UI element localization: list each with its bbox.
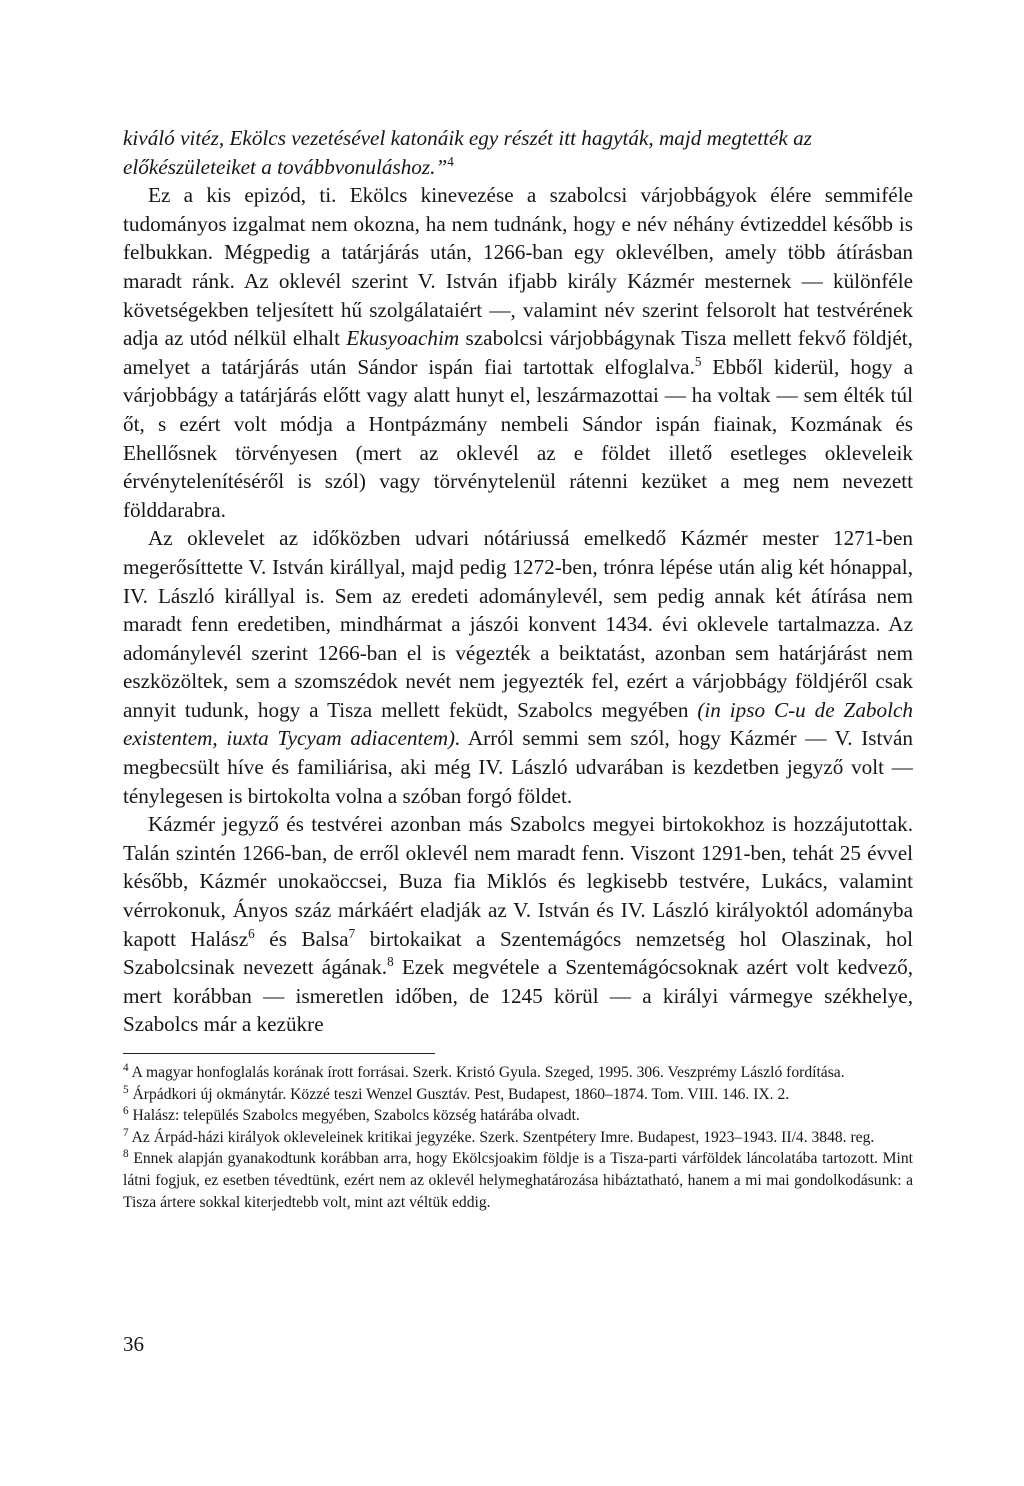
footnote-ref-6: 6 [248,925,255,941]
footnote-separator [123,1053,435,1054]
paragraph-3-text-d: Ezek megvétele a Szentemágócsoknak azért volt kedvező, mert korábban — ismeretlen időben, de 1245 körül — a királyi vármegye székhelye, Szabolcs már a kezükre [123,955,913,1037]
footnote-ref-7: 7 [348,925,356,941]
quote-close: ” [435,154,448,179]
main-text [123,124,913,1039]
footnotes [123,1062,913,1213]
paragraph-2 [123,524,913,810]
quote-line-2: előkészületeiket a továbbvonuláshoz. [123,154,436,179]
footnote-text: Halász: település Szabolcs megyében, Szabolcs község határába olvadt. [132,1107,580,1125]
footnote-text: Árpádkori új okmánytár. Közzé teszi Wenzel Gusztáv. Pest, Budapest, 1860–1874. Tom. VIII. 146. IX. 2. [132,1085,790,1103]
paragraph-1-italic-name: Ekusyoachim [346,326,460,351]
footnote-5 [123,1084,913,1106]
footnote-4 [123,1062,913,1084]
footnote-8 [123,1148,913,1213]
footnote-ref-8: 8 [387,954,394,970]
paragraph-3 [123,810,913,1039]
paragraph-2-text-b: Arról semmi sem szól, hogy Kázmér — V. István megbecsült híve és familiárisa, aki még IV. László udvarában is kezdetben jegyző volt — ténylegesen is birtokolta volna a szóban forgó földet. [123,726,913,808]
footnote-7 [123,1127,913,1149]
footnote-6 [123,1105,913,1127]
page-number: 36 [123,1332,144,1356]
footnote-number: 5 [123,1083,129,1096]
paragraph-3-text-c: birtokaikat a Szentemágócs nemzetség hol Olaszinak, hol Szabolcsinak nevezett ágának. [123,926,914,980]
paragraph-3-text-a: Kázmér jegyző és testvérei azonban más Szabolcs megyei birtokokhoz is hozzájutottak. Talán szintén 1266-ban, de erről oklevél nem maradt fenn. Viszont 1291-ben, tehát 25 évvel később, Kázmér unokaöccsei, Buza fia Miklós és legkisebb testvére, Lukács, valamint vérrokonuk, Ányos száz márkáért eladják az V. István és IV. László királyoktól adományba kapott Halász [123,812,913,951]
paragraph-2-text-a: Az oklevelet az időközben udvari nótáriussá emelkedő Kázmér mester 1271-ben megerősíttette V. István királlyal, majd pedig 1272-ben, trónra lépése után alig két hónappal, IV. László királlyal is. Sem az eredeti adománylevél, sem pedig annak két átírása nem maradt fenn eredetiben, mindhármat a jászói konvent 1434. évi oklevele tartalmazza. Az adománylevél szerint 1266-ban el is végezték a beiktatást, azonban sem határjárást nem eszközöltek, sem a szomszédok nevét nem jegyezték fel, ezért a várjobbágy földjéről csak annyit tudunk, hogy a Tisza mellett feküdt, Szabolcs megyében [123,526,913,722]
footnote-number: 6 [123,1105,129,1117]
paragraph-3-text-b: és Balsa [254,926,349,951]
paragraph-1 [123,181,913,524]
footnote-number: 4 [123,1061,129,1074]
paragraph-2-latin-quote: (in ipso C-u de Zabolch existentem, iuxta Tycyam adiacentem). [123,697,913,751]
footnote-ref-5: 5 [694,353,702,369]
footnote-text: Az Árpád-házi királyok okleveleinek kritikai jegyzéke. Szerk. Szentpétery Imre. Budapest, 1923–1943. II/4. 3848. reg. [131,1128,875,1146]
paragraph-1-text-c: Ebből kiderül, hogy a várjobbágy a tatárjárás előtt vagy alatt hunyt el, leszármazottai — ha voltak — sem élték túl őt, s ezért volt módja a Hontpázmány nembeli Sándor ispán fiainak, Kozmának és Ehellősnek törvényesen (mert az oklevél az e földet illető esetleges okleveleik érvénytelenítéséről is szól) vagy törvénytelenül rátenni kezüket a meg nem nevezett földdarabra. [123,354,913,522]
footnote-number: 7 [123,1126,129,1139]
paragraph-1-text-b: szabolcsi várjobbágynak Tisza mellett fekvő földjét, amelyet a tatárjárás után Sándor ispán fiai tartottak elfoglalva. [123,326,913,379]
footnote-ref-4: 4 [447,153,454,169]
paragraph-1-text-a: Ez a kis epizód, ti. Ekölcs kinevezése a szabolcsi várjobbágyok élére semmiféle tudományos izgalmat nem okozna, ha nem tudnánk, hogy e név néhány évtizeddel később is felbukkan. Mégpedig a tatárjárás után, 1266-ban egy oklevélben, amely több átírásban maradt ránk. Az oklevél szerint V. István ifjabb király Kázmér mesternek — különféle követségekben teljesített hű szolgálataiért —, valamint név szerint felsorolt hat testvérének adja az utód nélkül elhalt [123,183,913,351]
footnote-number: 8 [123,1148,129,1161]
quote-line-1: kiváló vitéz, Ekölcs vezetésével katonáik egy részét itt hagyták, majd megtették az [123,126,812,150]
quote-paragraph [123,124,913,181]
footnote-text: A magyar honfoglalás korának írott forrásai. Szerk. Kristó Gyula. Szeged, 1995. 306. Veszprémy László fordítása. [131,1064,845,1081]
footnote-text: Ennek alapján gyanakodtunk korábban arra, hogy Ekölcsjoakim földje is a Tisza-parti várföldek láncolatába tartozott. Mint látni fogjuk, ez esetben tévedtünk, ezért nem az oklevél helymeghatározása hibáztatható, hanem a mi mai gondolkodásunk: a Tisza ártere sokkal kiterjedtebb volt, mint azt véltük eddig. [123,1150,913,1211]
